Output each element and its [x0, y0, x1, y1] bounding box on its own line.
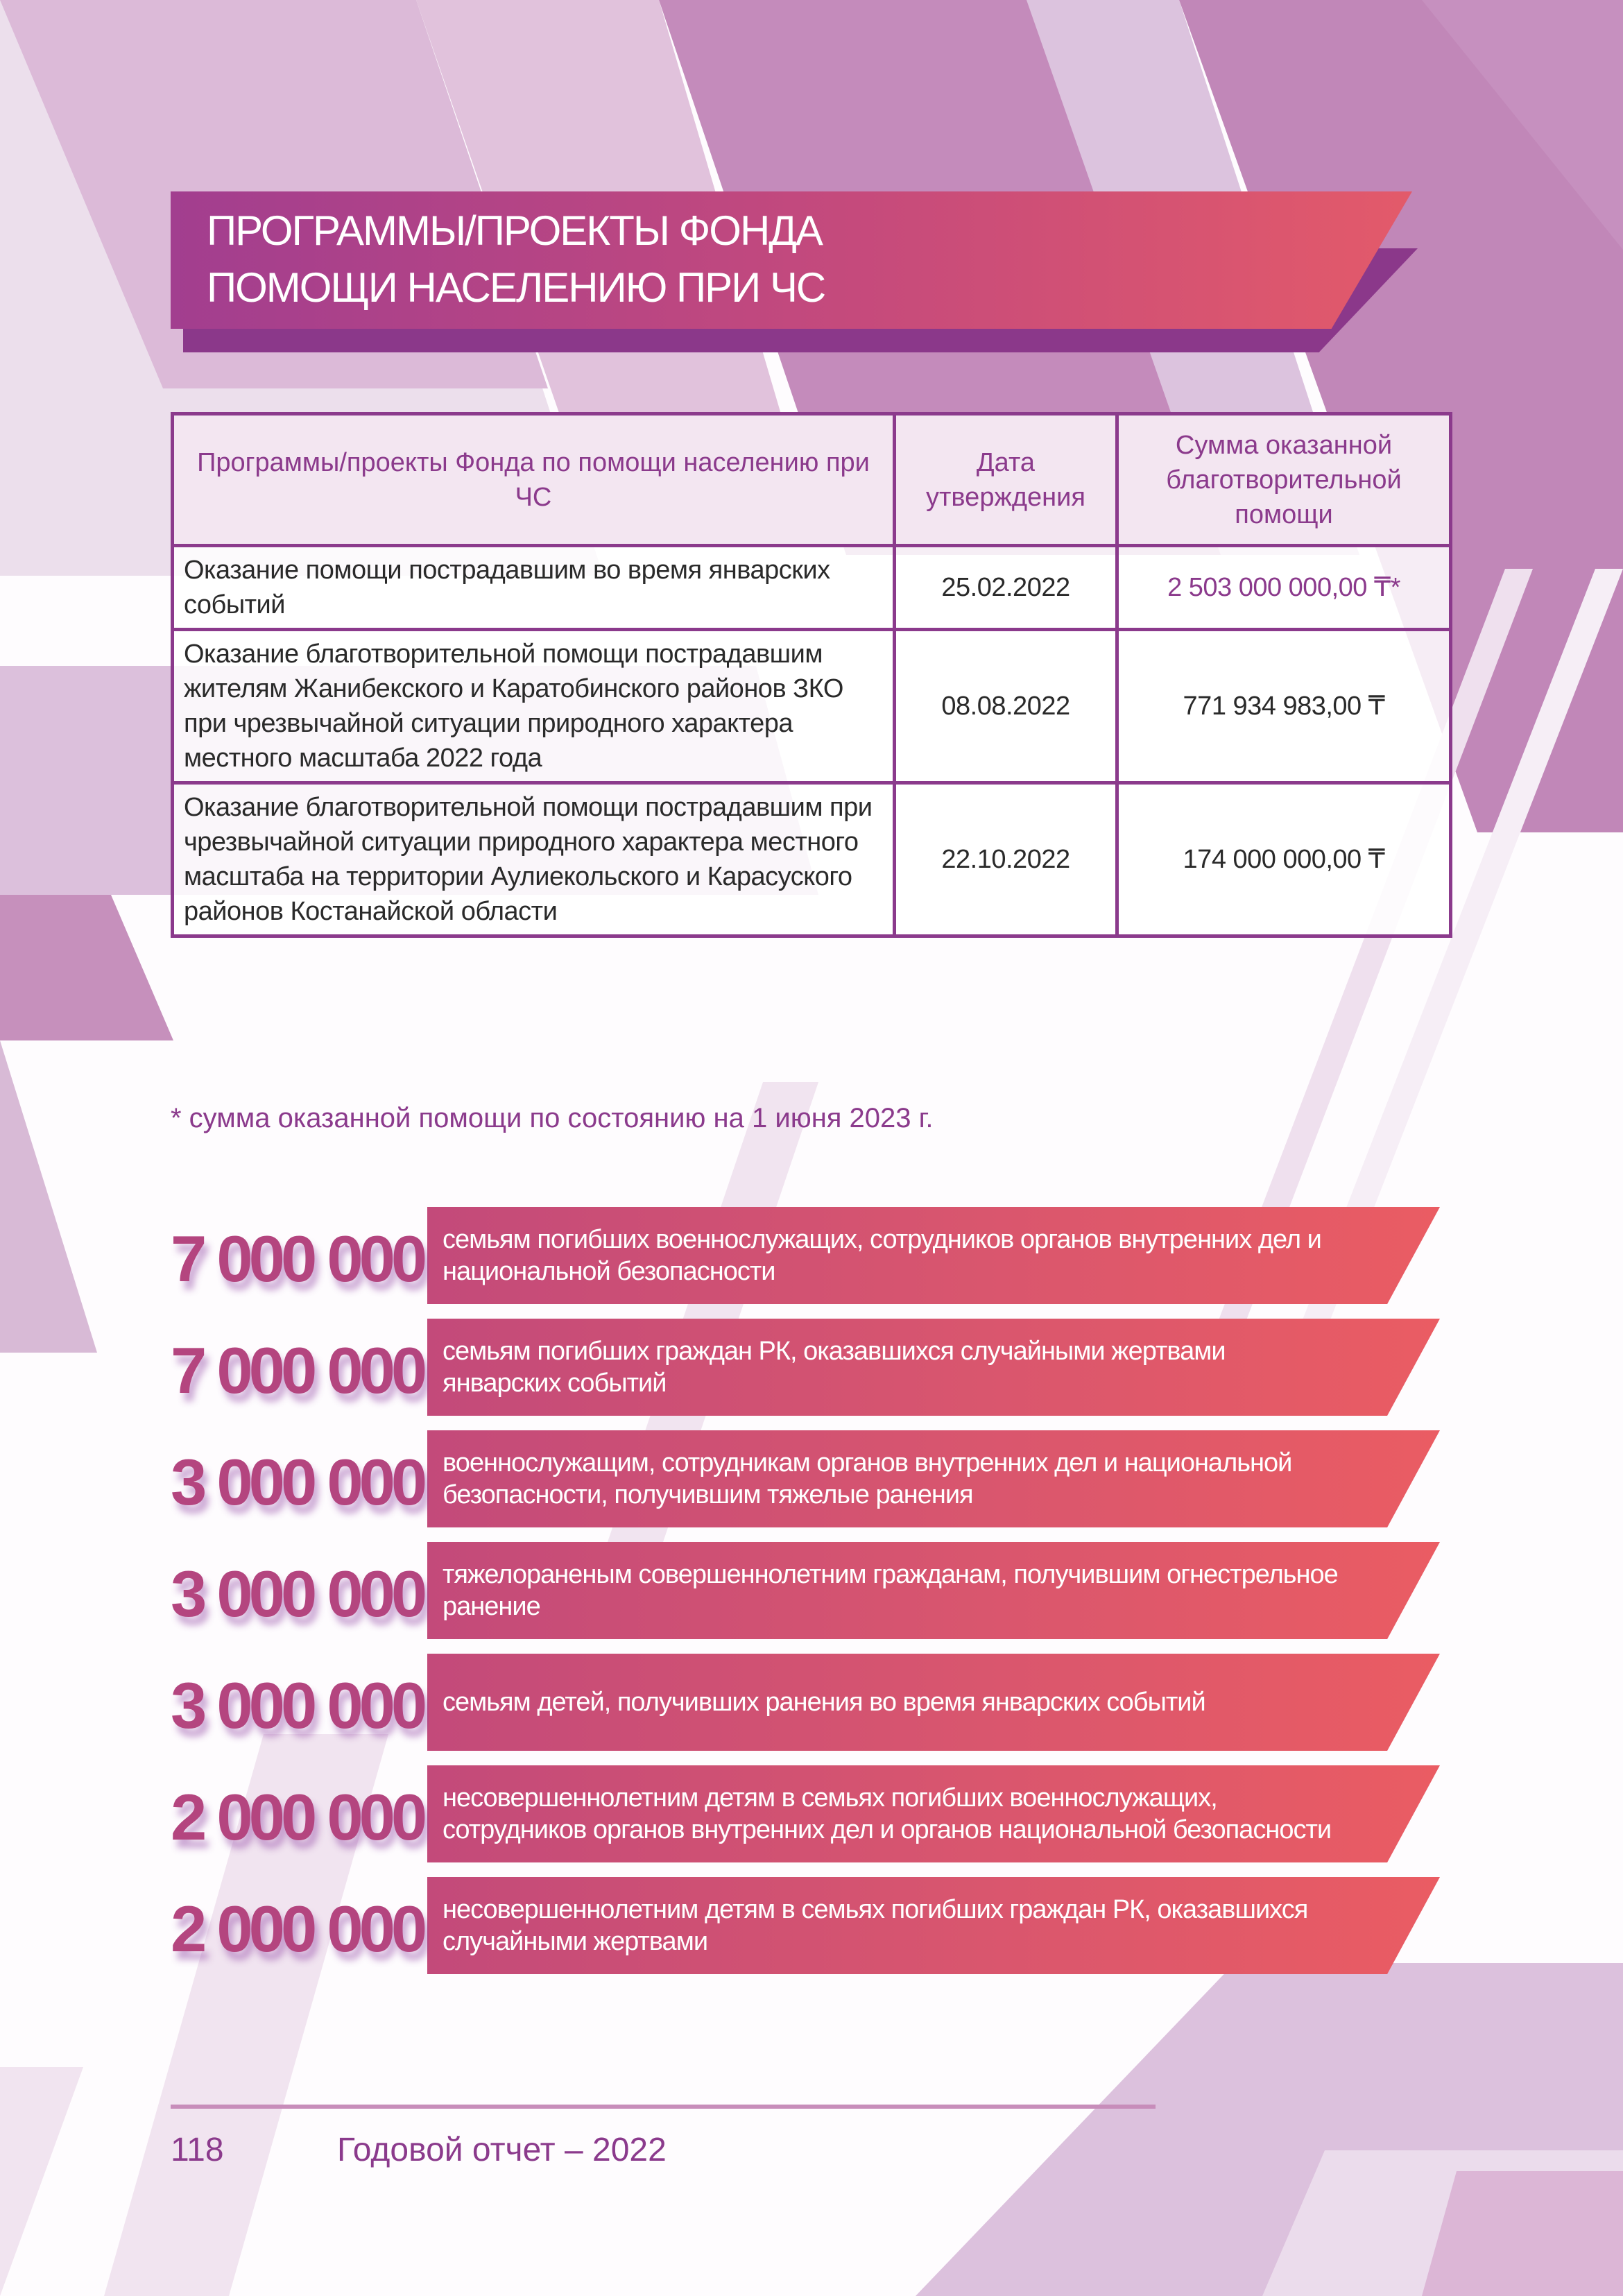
- payment-amount: 2 000 000: [171, 1781, 424, 1853]
- payment-description: семьям погибших военнослужащих, сотрудников органов внутренних дел и национальной безопасности: [443, 1225, 1321, 1286]
- payment-item: [171, 1542, 1440, 1654]
- payment-item: [171, 1877, 1440, 1989]
- page-title: [207, 203, 1247, 316]
- table-row: [173, 783, 1451, 936]
- payment-description: военнослужащим, сотрудникам органов внутренних дел и национальной безопасности, получившим тяжелые ранения: [443, 1448, 1292, 1509]
- payment-amount: 3 000 000: [171, 1446, 424, 1518]
- payment-amount: 7 000 000: [171, 1222, 424, 1295]
- footer-divider: [171, 2105, 1156, 2109]
- payment-description-wrap: [443, 1877, 1344, 1974]
- date-cell: 25.02.2022: [895, 546, 1117, 630]
- table-footnote: * сумма оказанной помощи по состоянию на 1 июня 2023 г.: [171, 1103, 934, 1133]
- program-cell: Оказание благотворительной помощи пострадавшим жителям Жанибекского и Каратобинского районов ЗКО при чрезвычайной ситуации природного характера местного масштаба 2022 года: [173, 630, 895, 783]
- payment-description: несовершеннолетним детям в семьях погибших военнослужащих, сотрудников органов внутренних дел и органов национальной безопасности: [443, 1783, 1332, 1844]
- payment-description: семьям детей, получивших ранения во время январских событий: [443, 1688, 1205, 1717]
- amount-cell: 174 000 000,00 ₸: [1117, 783, 1451, 936]
- payment-item: [171, 1654, 1440, 1765]
- payment-item: [171, 1765, 1440, 1877]
- table-row: [173, 630, 1451, 783]
- program-cell: Оказание помощи пострадавшим во время январских событий: [173, 546, 895, 630]
- payment-description-wrap: [443, 1319, 1344, 1416]
- page-title-line2: ПОМОЩИ НАСЕЛЕНИЮ ПРИ ЧС: [207, 264, 825, 311]
- payment-amount: 7 000 000: [171, 1334, 424, 1407]
- amount-cell: 771 934 983,00 ₸: [1117, 630, 1451, 783]
- table-row: [173, 546, 1451, 630]
- payment-amounts-list: [171, 1207, 1440, 1989]
- payment-item: [171, 1319, 1440, 1430]
- programs-table: [171, 412, 1452, 938]
- payment-amount: 3 000 000: [171, 1669, 424, 1742]
- payment-description-wrap: [443, 1207, 1344, 1304]
- payment-amount: 2 000 000: [171, 1892, 424, 1965]
- payment-description-wrap: [443, 1542, 1344, 1639]
- date-cell: 22.10.2022: [895, 783, 1117, 936]
- payment-description-wrap: [443, 1430, 1344, 1527]
- program-cell: Оказание благотворительной помощи пострадавшим при чрезвычайной ситуации природного характера местного масштаба на территории Аулиекольского и Карасуского районов Костанайской области: [173, 783, 895, 936]
- page-title-line1: ПРОГРАММЫ/ПРОЕКТЫ ФОНДА: [207, 207, 822, 254]
- table-header-row: [173, 414, 1451, 546]
- payment-item: [171, 1207, 1440, 1319]
- date-cell: 08.08.2022: [895, 630, 1117, 783]
- payment-description: тяжелораненым совершеннолетним гражданам, получившим огнестрельное ранение: [443, 1560, 1338, 1621]
- payment-description-wrap: [443, 1654, 1344, 1751]
- page-number: 118: [171, 2132, 224, 2168]
- column-header-program: Программы/проекты Фонда по помощи населению при ЧС: [173, 414, 895, 546]
- report-title: Годовой отчет – 2022: [337, 2132, 667, 2168]
- column-header-date: Дата утверждения: [895, 414, 1117, 546]
- payment-description: семьям погибших граждан РК, оказавшихся случайными жертвами январских событий: [443, 1337, 1226, 1398]
- amount-cell: 2 503 000 000,00 ₸*: [1117, 546, 1451, 630]
- payment-amount: 3 000 000: [171, 1557, 424, 1630]
- payment-description-wrap: [443, 1765, 1344, 1862]
- column-header-amount: Сумма оказанной благотворительной помощи: [1117, 414, 1451, 546]
- section-title-banner: [171, 191, 1419, 352]
- payment-item: [171, 1430, 1440, 1542]
- payment-description: несовершеннолетним детям в семьях погибших граждан РК, оказавшихся случайными жертвами: [443, 1895, 1308, 1956]
